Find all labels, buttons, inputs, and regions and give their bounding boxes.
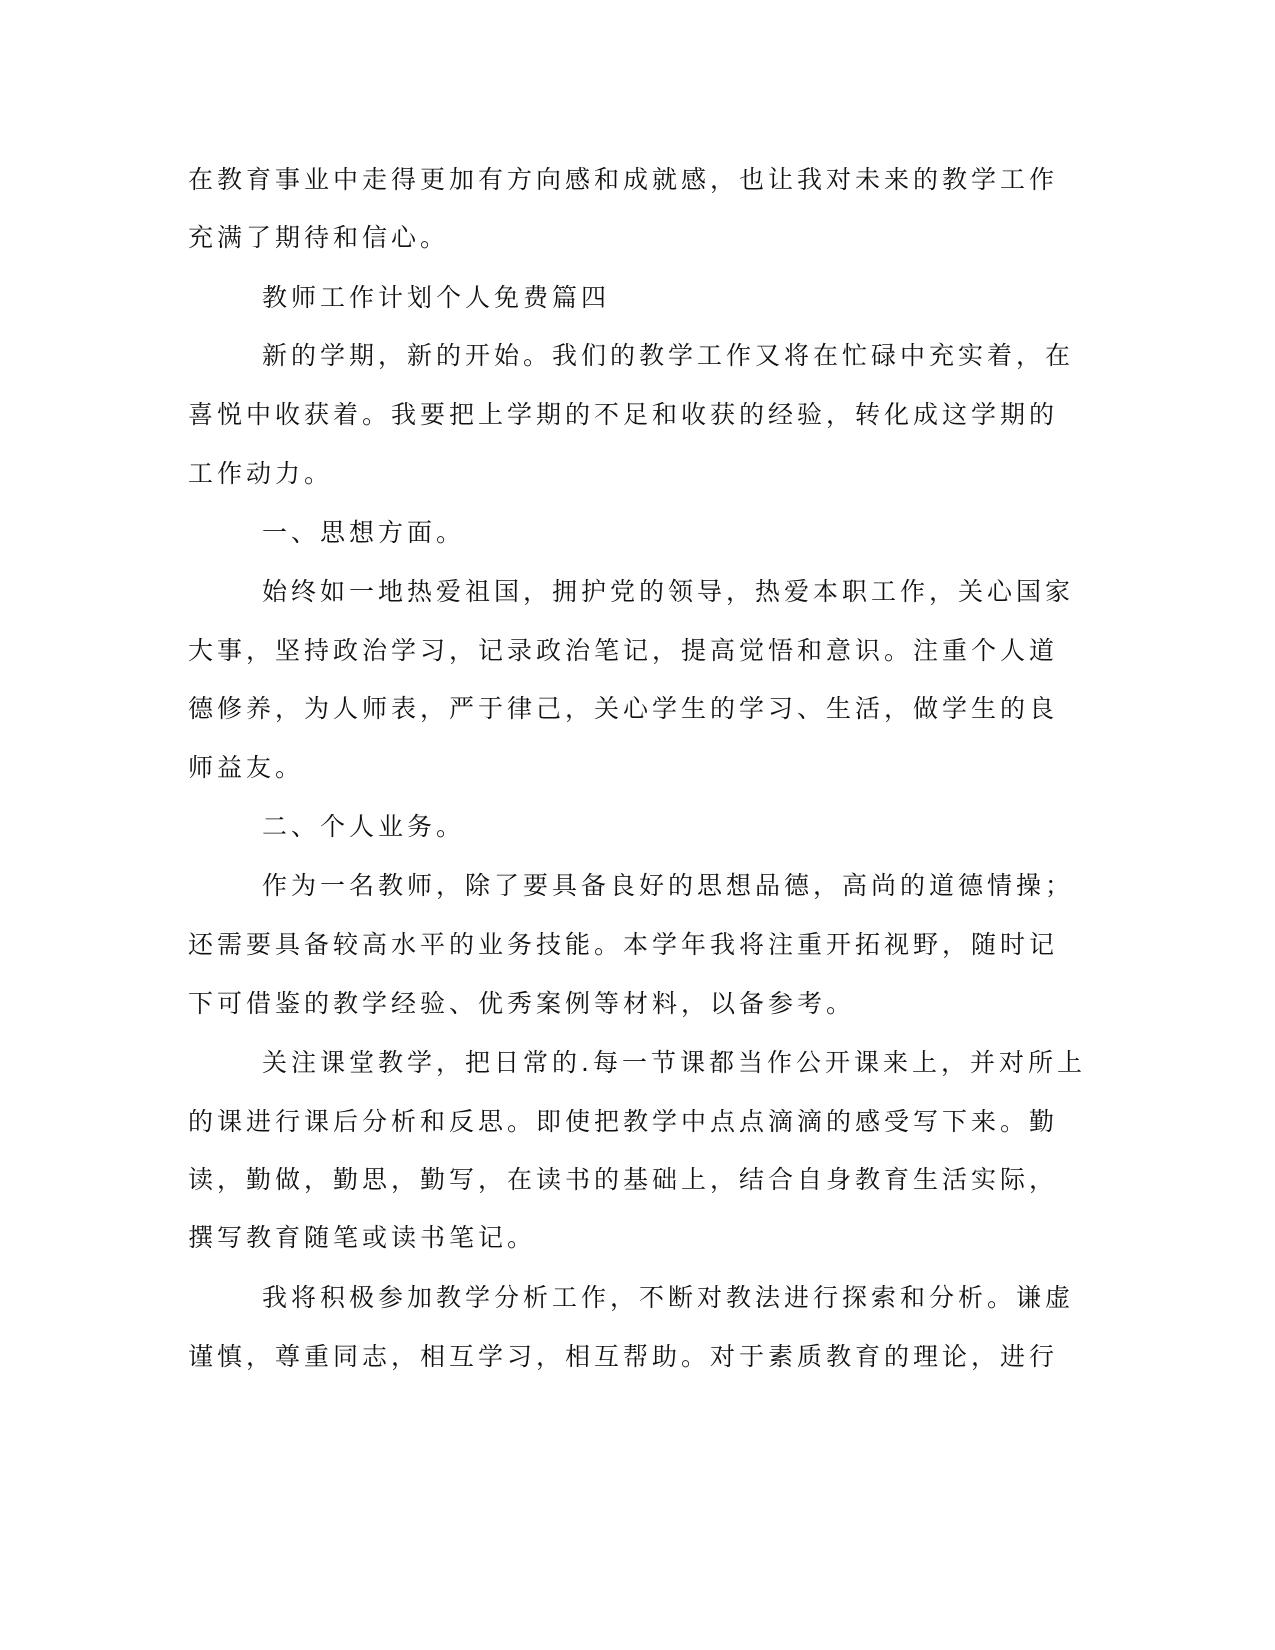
text-line: 谨慎，尊重同志，相互学习，相互帮助。对于素质教育的理论，进行 xyxy=(188,1342,1059,1371)
text-line: 大事，坚持政治学习，记录政治笔记，提高觉悟和意识。注重个人道 xyxy=(188,636,1059,665)
text-line: 关注课堂教学，把日常的.每一节课都当作公开课来上，并对所上 xyxy=(262,1048,1086,1077)
subheading: 一、思想方面。 xyxy=(262,518,466,547)
text-line: 新的学期，新的开始。我们的教学工作又将在忙碌中充实着，在 xyxy=(262,341,1075,370)
text-line: 工作动力。 xyxy=(188,459,334,488)
text-line: 撰写教育随笔或读书笔记。 xyxy=(188,1223,537,1252)
text-line: 下可借鉴的教学经验、优秀案例等材料，以备参考。 xyxy=(188,989,856,1018)
text-line: 还需要具备较高水平的业务技能。本学年我将注重开拓视野，随时记 xyxy=(188,930,1059,959)
text-line: 始终如一地热爱祖国，拥护党的领导，热爱本职工作，关心国家 xyxy=(262,577,1075,606)
text-line: 德修养，为人师表，严于律己，关心学生的学习、生活，做学生的良 xyxy=(188,694,1059,723)
text-line: 充满了期待和信心。 xyxy=(188,223,450,252)
text-line: 喜悦中收获着。我要把上学期的不足和收获的经验，转化成这学期的 xyxy=(188,400,1059,429)
text-line: 师益友。 xyxy=(188,753,305,782)
text-line: 在教育事业中走得更加有方向感和成就感，也让我对未来的教学工作 xyxy=(188,165,1059,194)
text-line: 的课进行课后分析和反思。即使把教学中点点滴滴的感受写下来。勤 xyxy=(188,1107,1059,1136)
section-heading: 教师工作计划个人免费篇四 xyxy=(262,283,611,312)
text-line: 作为一名教师，除了要具备良好的思想品德，高尚的道德情操； xyxy=(262,871,1075,900)
text-line: 我将积极参加教学分析工作，不断对教法进行探索和分析。谦虚 xyxy=(262,1283,1075,1312)
subheading: 二、个人业务。 xyxy=(262,812,466,841)
text-line: 读，勤做，勤思，勤写，在读书的基础上，结合自身教育生活实际， xyxy=(188,1165,1059,1194)
